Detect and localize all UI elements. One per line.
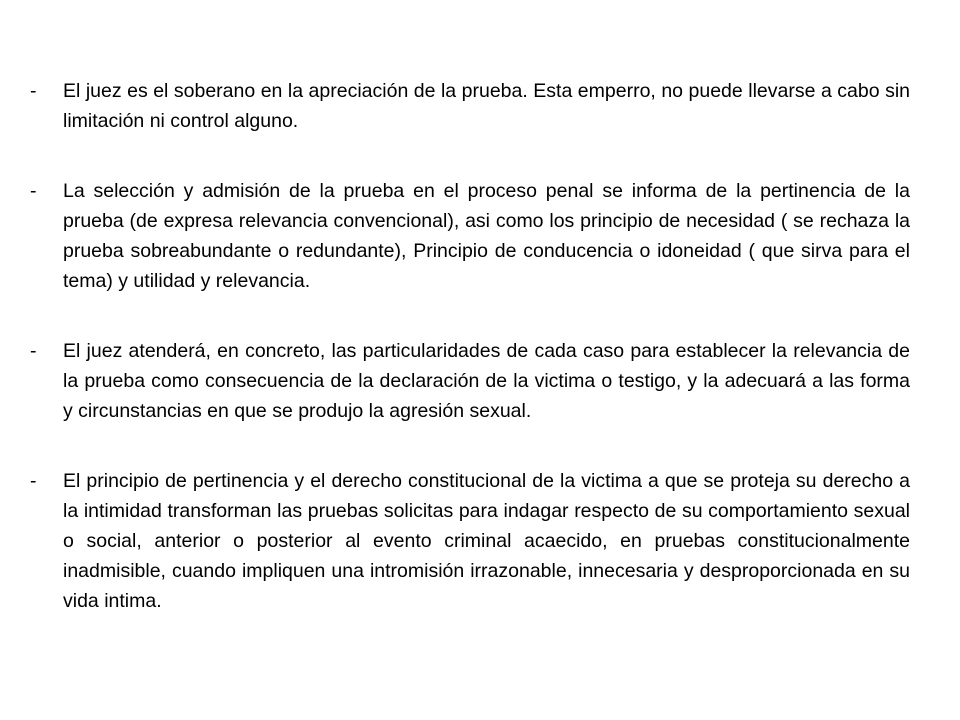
- bullet-dash: -: [30, 340, 37, 362]
- bullet-dash: -: [30, 180, 37, 202]
- bullet-item-3: [30, 336, 910, 426]
- bullet-item-4: [30, 466, 910, 616]
- bullet-text: La selección y admisión de la prueba en el proceso penal se informa de la pertinencia de la prueba (de expresa relevancia convencional), asi como los principio de necesidad ( se rechaza la prueba sobreabundante o redundante), Principio de conducencia o idoneidad ( que sirva para el tema) y utilidad y relevancia.: [63, 180, 910, 292]
- bullet-text: El juez atenderá, en concreto, las particularidades de cada caso para establecer la relevancia de la prueba como consecuencia de la declaración de la victima o testigo, y la adecuará a las forma y circunstancias en que se produjo la agresión sexual.: [63, 340, 910, 422]
- bullet-dash: -: [30, 470, 37, 492]
- bullet-text: El principio de pertinencia y el derecho constitucional de la victima a que se proteja su derecho a la intimidad transforman las pruebas solicitas para indagar respecto de su comportamiento sexual o social, anterior o posterior al evento criminal acaecido, en pruebas constitucionalmente inadmisible, cuando impliquen una intromisión irrazonable, innecesaria y desproporcionada en su vida intima.: [63, 470, 910, 612]
- bullet-dash: -: [30, 80, 37, 102]
- bullet-list: [30, 76, 910, 616]
- bullet-text: El juez es el soberano en la apreciación de la prueba. Esta emperro, no puede llevarse a cabo sin limitación ni control alguno.: [63, 80, 910, 132]
- bullet-item-2: [30, 176, 910, 296]
- bullet-item-1: [30, 76, 910, 136]
